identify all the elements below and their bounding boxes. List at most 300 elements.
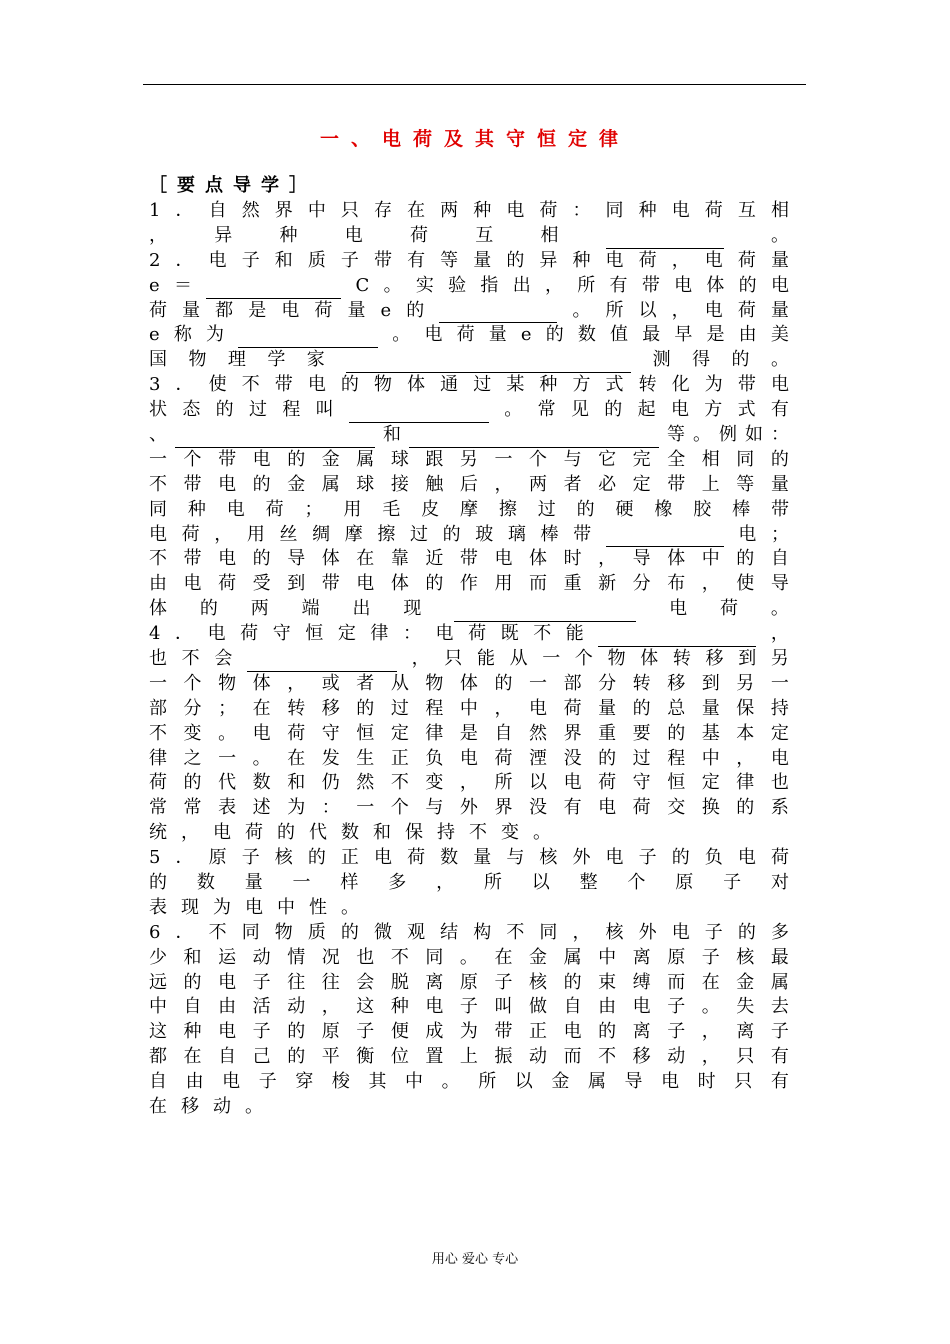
text-char: 而 [563,1046,582,1068]
text-char: 种 [279,224,298,246]
text-char: 有 [609,274,628,296]
text-char: 荷 [218,573,237,595]
text-char: 然 [241,199,260,221]
text-char: 量 [473,847,492,869]
text-char: 要 [632,722,651,744]
text-char: 的 [149,872,167,894]
text-char: 荷 [704,199,723,221]
text-char: 以 [529,772,548,794]
text-char: 见 [570,399,589,421]
text-char: 叫 [315,399,334,421]
text-char: 穿 [295,1071,314,1093]
text-char: 发 [321,747,340,769]
text-line [149,622,789,647]
text-char: 量 [488,324,507,346]
text-char: 新 [598,573,617,595]
text-char: 多 [770,921,789,943]
text-char: 电 [425,996,444,1018]
text-lines [149,199,789,1120]
text-char: 电 [245,896,263,918]
fill-in-blank[interactable] [606,528,724,547]
text-char: 常 [537,399,556,421]
text-char: 电 [770,374,789,396]
text-char: 最 [642,324,661,346]
text-char: 式 [605,374,624,396]
text-char: 过 [410,523,428,545]
text-char: 值 [610,324,629,346]
text-char: 的 [215,399,234,421]
text-char: 活 [252,996,271,1018]
text-char: e [149,274,160,296]
text-char: 程 [667,747,686,769]
text-char: 与 [563,448,582,470]
fill-in-blank[interactable] [346,354,631,373]
text-char: 原 [675,872,694,894]
text-char: 移 [321,697,340,719]
text-char: 整 [579,872,598,894]
text-char: 电 [218,473,237,495]
text-char: 常 [149,797,167,819]
text-char: 子 [701,946,720,968]
text-char: 基 [701,722,720,744]
text-char: 电 [208,249,227,271]
text-char: 多 [388,872,407,894]
text-char: 不 [390,772,409,794]
text-char: 正 [529,1021,548,1043]
text-char: 律 [149,747,167,769]
text-char: 电 [222,1071,241,1093]
text-char: 和 [274,249,293,271]
text-char: 律 [736,772,755,794]
text-char: ， [459,772,478,794]
text-char: 个 [574,648,593,670]
text-char: 程 [425,697,444,719]
text-char: 电 [598,797,617,819]
text-char: 子 [723,872,742,894]
text-line [149,722,789,747]
text-char: ， [544,274,563,296]
text-char: 体 [407,374,426,396]
text-char: 电 [671,921,690,943]
text-char: 起 [637,399,656,421]
text-char: 荷 [494,747,513,769]
text-char: 都 [149,1046,167,1068]
text-char: 橡 [654,498,673,520]
fill-in-blank[interactable] [409,429,659,448]
text-char: 个 [183,672,202,694]
text-char: 数 [577,324,596,346]
text-char: 种 [572,249,591,271]
text-char: 换 [701,797,720,819]
text-char: 有 [770,399,789,421]
text-char: 美 [770,324,789,346]
text-char: 一 [149,448,167,470]
text-char: 另 [736,672,755,694]
text-char: ． [175,199,194,221]
text-char: 荷 [181,523,200,545]
text-char: 会 [214,648,233,670]
text-char: 只 [444,648,463,670]
text-char: 电 [605,847,624,869]
text-char: 体 [321,548,340,570]
text-char: ： [771,424,789,445]
text-char: 己 [252,1046,271,1068]
text-char: ， [770,623,789,645]
text-char: 离 [632,946,651,968]
text-char: 以 [531,872,550,894]
text-char: 成 [425,1021,444,1043]
text-char: 脱 [390,971,409,993]
text-char: 荷 [265,498,284,520]
text-char: 在 [356,548,375,570]
text-char: 电 [218,1021,237,1043]
text-char: 的 [604,399,623,421]
text-char: 等 [440,249,459,271]
text-char: 中 [701,747,720,769]
text-char: 从 [509,648,528,670]
text-char: 外 [638,921,657,943]
text-char: 中 [598,946,617,968]
text-char: 跟 [425,448,444,470]
text-line [149,572,789,597]
text-char: 以 [638,299,657,321]
text-char: 同 [241,921,260,943]
text-char: 在 [287,747,306,769]
text-char: 擦 [377,523,396,545]
text-char: 电 [252,722,271,744]
text-char: 原 [321,1021,340,1043]
text-char: 。 [770,349,789,371]
text-char: ； [771,523,789,545]
text-char: 不 [390,946,409,968]
text-char: e [149,324,160,346]
text-char: 完 [632,448,651,470]
text-char: 物 [607,648,626,670]
text-char: 荷 [240,623,259,645]
text-char: 一 [356,797,375,819]
text-char: 一 [770,672,789,694]
text-char: 个 [390,797,409,819]
fill-in-blank[interactable] [439,304,557,323]
text-char: 运 [218,946,237,968]
text-char: 异 [214,224,233,246]
text-char: 电 [661,1071,680,1093]
text-char: 数 [196,872,215,894]
text-char: 。 [459,946,478,968]
text-char: 为 [213,896,231,918]
text-char: 以 [514,1071,533,1093]
text-char: 带 [374,249,392,271]
text-char: 。 [504,399,523,421]
text-char: 金 [736,971,755,993]
text-char: 电 [770,274,789,296]
text-char: 导 [632,548,651,570]
text-char: 国 [149,349,167,371]
text-char: ， [321,996,340,1018]
text-char: 它 [598,448,617,470]
text-char: 恒 [356,722,375,744]
text-char: 实 [415,274,434,296]
text-char: 金 [529,946,548,968]
text-char: 自 [149,1071,167,1093]
text-char: 子 [770,1021,789,1043]
text-char: ， [736,747,755,769]
text-char: 的 [737,921,756,943]
text-line [149,423,789,448]
text-char: 通 [440,374,459,396]
text-char: 荷 [563,697,582,719]
text-char: 同 [736,448,755,470]
text-char: 擦 [498,498,517,520]
text-char: 种 [183,1021,202,1043]
text-line [149,523,789,548]
text-line [149,274,789,299]
text-char: 正 [390,747,409,769]
text-char: ． [175,374,194,396]
text-char: 代 [218,772,237,794]
text-char: 种 [390,996,409,1018]
text-char: 电 [674,274,693,296]
text-char: 失 [736,996,755,1018]
text-line [149,398,789,423]
text-char: 程 [282,399,301,421]
text-char: 毛 [382,498,401,520]
text-char: 方 [572,374,591,396]
text-char: 不 [469,822,487,844]
text-char: ， [671,299,690,321]
text-char: ， [671,249,690,271]
fill-in-blank[interactable] [606,230,724,249]
text-char: 转 [287,697,306,719]
text-char: 。 [770,598,789,620]
text-char: 使 [736,573,755,595]
text-char: 带 [573,523,592,545]
text-char: 重 [598,722,617,744]
text-line [149,323,789,348]
text-char: 观 [407,921,426,943]
text-char: ， [214,523,233,545]
text-char: 不 [598,1046,617,1068]
text-char: 核 [605,921,624,943]
text-char: 物 [374,374,392,396]
text-char: 核 [736,946,755,968]
document-body [149,173,789,1120]
text-char: 动 [667,1046,686,1068]
text-char: 种 [539,374,558,396]
text-char: 一 [529,672,548,694]
text-char: 。 [701,996,720,1018]
text-char: 不 [208,921,227,943]
text-line [149,821,789,846]
text-char: 的 [736,548,755,570]
text-char: 带 [667,473,686,495]
text-char: 的 [425,573,444,595]
text-char: 核 [274,847,293,869]
text-char: 荷 [598,772,617,794]
text-char: 与 [506,847,525,869]
text-char: 律 [370,623,389,645]
text-char: 种 [473,199,492,221]
text-char: 者 [356,672,375,694]
text-char: 而 [529,573,548,595]
fill-in-blank[interactable] [247,653,397,672]
text-char: 仍 [321,772,340,794]
text-char: 时 [697,1071,716,1093]
text-char: 等 [736,473,755,495]
text-char: 的 [183,971,202,993]
text-char: 个 [627,872,646,894]
page-title: 一、电荷及其守恒定律 [319,128,630,150]
text-char: 也 [149,648,167,670]
text-char: 电 [226,498,245,520]
text-char: 过 [473,374,492,396]
text-char: 子 [340,249,359,271]
text-char: 守 [272,623,291,645]
fill-in-blank[interactable] [598,628,756,647]
text-char: 有 [407,249,426,271]
text-line [149,498,789,523]
text-line [149,1070,789,1095]
text-char: 个 [183,448,202,470]
fill-in-blank[interactable] [454,603,636,622]
text-char: 变 [501,822,519,844]
text-char: 部 [563,672,582,694]
text-char: 属 [563,946,582,968]
text-char: 导 [287,548,306,570]
fill-in-blank[interactable] [175,429,375,448]
text-char: 由 [218,996,237,1018]
text-char: 电 [605,249,624,271]
text-char: 束 [598,971,617,993]
text-char: 用 [494,573,513,595]
text-char: 去 [770,996,789,1018]
text-char: 过 [248,399,267,421]
text-char: 所 [478,1071,497,1093]
text-char: C [355,274,370,296]
text-char: 1 [149,199,161,221]
text-char: 同 [539,921,558,943]
text-char: 和 [383,424,401,445]
text-char: 的 [494,672,513,694]
text-char: 荷 [314,299,333,321]
text-char: 量 [770,299,789,321]
text-char: 过 [390,697,409,719]
text-char: ， [701,1046,720,1068]
text-char: 5 [149,847,161,869]
text-char: 。 [245,1096,263,1118]
text-char: 电 [529,697,548,719]
text-line [149,348,789,373]
fill-in-blank[interactable] [206,280,341,299]
text-char: 过 [537,498,556,520]
text-char: 电 [669,598,688,620]
text-char: 外 [572,847,591,869]
text-char: 出 [512,274,531,296]
text-char: ： [402,623,421,645]
text-char: 2 [149,249,161,271]
fill-in-blank[interactable] [349,404,489,423]
text-char: 摩 [460,498,478,520]
text-char: 动 [213,1096,231,1118]
text-char: 物 [218,672,237,694]
text-char: 后 [459,473,478,495]
text-char: 。 [218,722,237,744]
text-char: 的 [277,822,295,844]
text-char: 定 [632,473,651,495]
text-char: 不 [149,473,167,495]
text-char: 带 [218,448,237,470]
text-char: 不 [506,921,525,943]
text-char: 自 [770,548,789,570]
fill-in-blank[interactable] [238,329,378,348]
text-char: 体 [529,548,548,570]
text-char: 能 [476,648,495,670]
text-char: 态 [182,399,201,421]
text-char: 少 [149,946,167,968]
text-char: 上 [459,1046,478,1068]
text-char: 所 [577,274,596,296]
text-char: 带 [183,473,202,495]
text-char: ． [175,623,194,645]
text-char: 带 [494,1021,513,1043]
text-char: 电 [344,224,363,246]
text-char: 电 [424,324,443,346]
text-char: 带 [771,498,789,520]
text-char: 分 [598,672,617,694]
text-char: 情 [287,946,306,968]
text-char: 质 [307,921,326,943]
text-char: ， [149,224,167,246]
text-char: 核 [539,847,558,869]
text-char: 荷 [737,299,756,321]
text-char: 等 [667,424,685,445]
text-char: 或 [321,672,340,694]
text-char: 中 [149,996,167,1018]
text-char: 。 [252,747,271,769]
text-char: ＝ [173,274,192,296]
text-char: 现 [403,598,422,620]
text-char: 出 [352,598,371,620]
text-char: 既 [500,623,519,645]
text-char: 分 [632,573,651,595]
text-char: 性 [309,896,327,918]
text-char: 量 [244,872,263,894]
text-char: ， [287,672,306,694]
text-char: 子 [704,921,723,943]
text-char: 体 [252,672,271,694]
text-char: 一 [149,672,167,694]
text-char: 金 [551,1071,570,1093]
text-char: 的 [770,448,789,470]
text-char: 4 [149,623,161,645]
text-char: 电 [307,374,326,396]
text-char: 子 [356,1021,375,1043]
text-char: ， [494,697,513,719]
text-char: 硬 [615,498,634,520]
text-char: 子 [667,1021,686,1043]
text-char: 受 [252,573,271,595]
text-char: 电 [494,548,513,570]
text-char: 摩 [344,523,363,545]
text-line [149,1095,789,1120]
text-char: 3 [149,374,161,396]
text-char: 球 [356,473,375,495]
text-line [149,846,789,871]
text-char: 电 [704,299,723,321]
text-char: 使 [208,374,227,396]
text-char: 表 [149,896,167,918]
text-char: 统 [149,822,167,844]
